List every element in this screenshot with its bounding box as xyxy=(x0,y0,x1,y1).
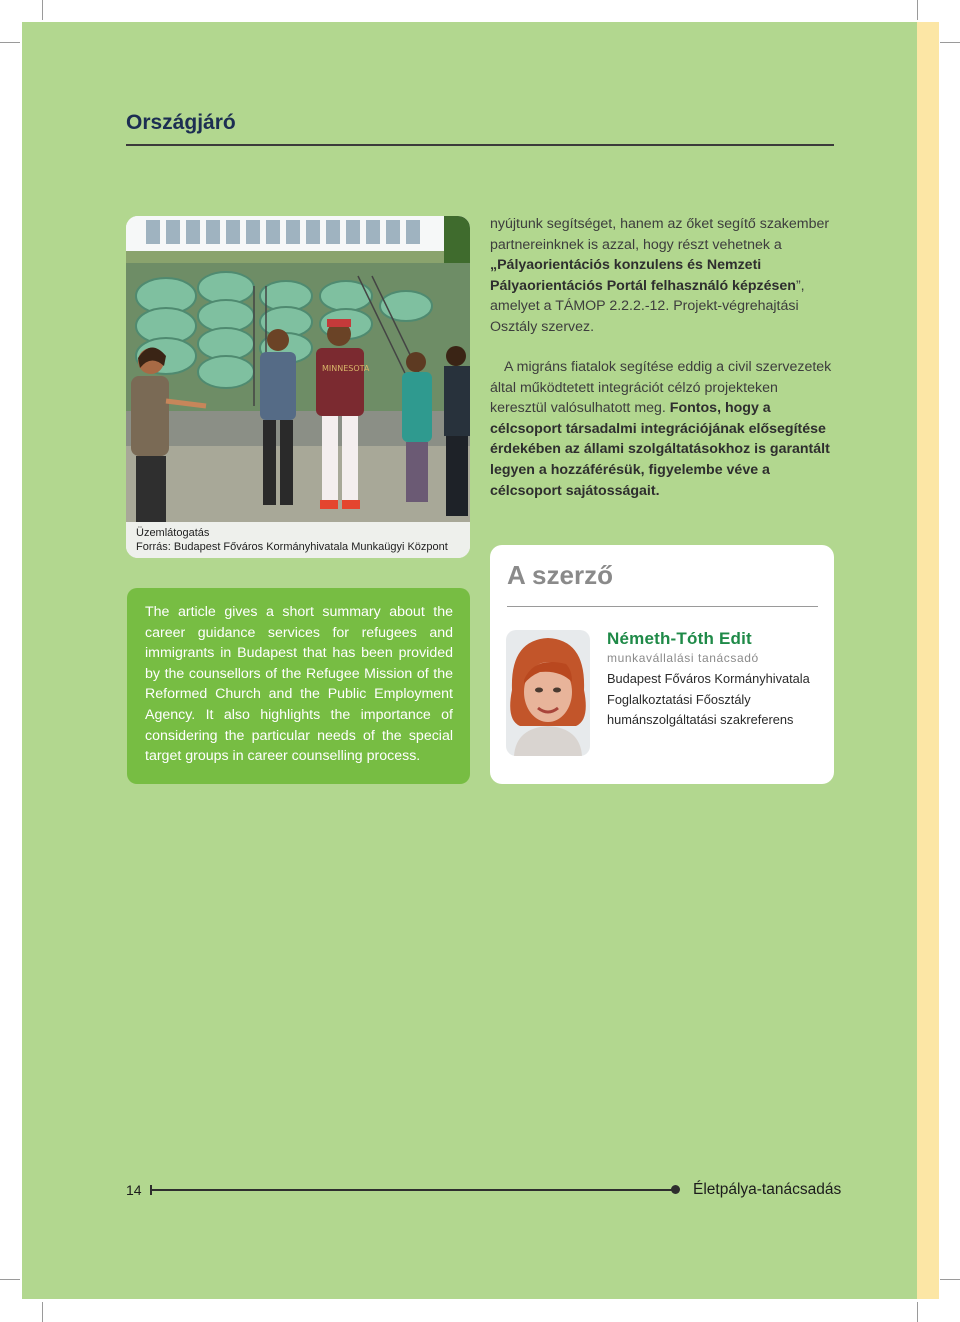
svg-text:MINNESOTA: MINNESOTA xyxy=(322,364,370,373)
author-photo xyxy=(506,630,590,756)
crop-mark xyxy=(42,1302,43,1322)
author-affiliation: Budapest Főváros Kormányhivatala xyxy=(607,671,810,686)
paragraph-text: ”, amelyet a TÁMOP 2.2.2.-12. Projekt-végrehajtási Osztály szervez. xyxy=(490,277,805,335)
crop-mark xyxy=(0,42,20,43)
crop-mark xyxy=(940,42,960,43)
author-card xyxy=(490,545,834,784)
author-department: Foglalkoztatási Főosztály xyxy=(607,692,751,707)
footer-rule xyxy=(150,1189,676,1191)
footer-rule-dot xyxy=(671,1185,680,1194)
side-strip xyxy=(917,22,939,1299)
site-visit-photo xyxy=(126,216,470,522)
title-rule xyxy=(126,144,834,146)
page-number: 14 xyxy=(126,1182,142,1198)
author-role: munkavállalási tanácsadó xyxy=(607,651,759,665)
crop-mark xyxy=(42,0,43,20)
page-title: Országjáró xyxy=(126,111,236,134)
crop-mark xyxy=(917,0,918,20)
author-heading: A szerző xyxy=(507,560,613,590)
author-name: Németh-Tóth Edit xyxy=(607,629,752,648)
crop-mark xyxy=(0,1279,20,1280)
paragraph-text: nyújtunk segítséget, hanem az őket segítő szakember partnereinknek is azzal, hogy részt vehetnek a xyxy=(490,216,830,253)
author-position: humánszolgáltatási szakreferens xyxy=(607,712,794,727)
photo-caption xyxy=(126,522,470,558)
emphasis-text: Fontos, hogy a célcsoport társadalmi integrációjának elősegítése érdekében az állami szolgáltatásokhoz is garantált legyen a hozzáférésük, figyelembe véve a célcsoport sajátosságait. xyxy=(490,400,830,499)
body-paragraph-1 xyxy=(490,214,834,338)
training-name: „Pályaorientációs konzulens és Nemzeti Pályaorientációs Portál felhasználó képzésen xyxy=(490,257,796,294)
summary-text: The article gives a short summary about the career guidance services for refugees and immigrants in Budapest that has been provided by the counsellors of the Refugee Mission of the Reformed Church and the Public Employment Agency. It also highlights the importance of considering the particular needs of the special target groups in career counselling process. xyxy=(145,604,453,765)
publication-title: Életpálya-tanácsadás xyxy=(693,1181,842,1198)
author-portrait xyxy=(506,630,590,756)
photo-frame xyxy=(126,216,470,558)
crop-mark xyxy=(917,1302,918,1322)
body-paragraph-2 xyxy=(490,357,834,501)
paragraph-text: A migráns fiatalok segítése eddig a civil szervezetek által működtetett integrációt célzó projekteken keresztül valósulhatott meg. xyxy=(490,359,832,417)
caption-title: Üzemlátogatás xyxy=(136,527,210,539)
crop-mark xyxy=(940,1279,960,1280)
caption-source: Forrás: Budapest Főváros Kormányhivatala Munkaügyi Központ xyxy=(136,540,448,553)
english-summary-box xyxy=(127,588,470,784)
author-rule xyxy=(507,606,818,607)
